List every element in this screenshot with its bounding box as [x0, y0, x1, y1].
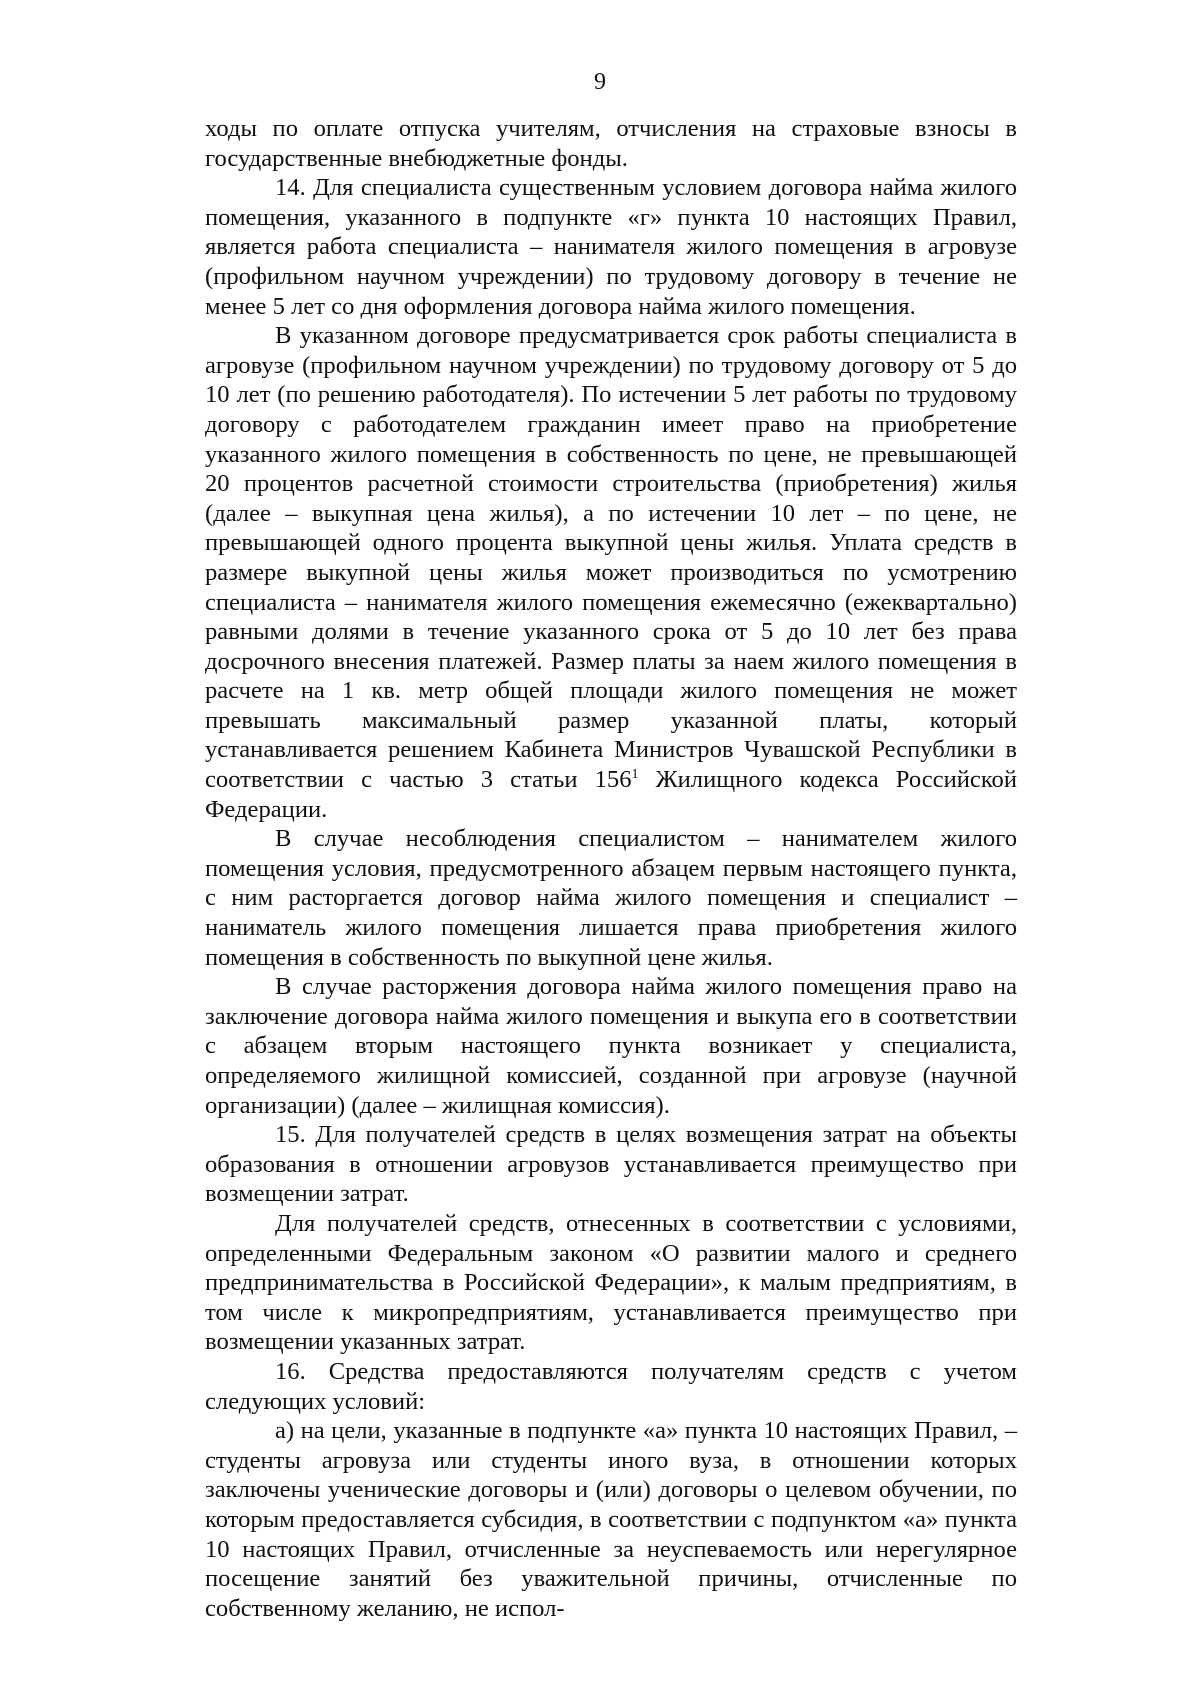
- paragraph-item-14: 14. Для специалиста существенным условием договора найма жилого помещения, указанного в подпункте «г» пункта 10 настоящих Правил, является работа специалиста – нанимателя жилого помещения в агровузе (профильном научном учреждении) по трудовому договору в течение не менее 5 лет со дня оформления договора найма жилого помещения.: [205, 174, 1017, 320]
- page-number: 9: [594, 69, 606, 95]
- paragraph-subitem-a: а) на цели, указанные в подпункте «а» пункта 10 настоящих Правил, – студенты агровуза или студенты иного вуза, в отношении которых заключены ученические договоры и (или) договоры о целевом обучении, по которым предоставляется субсидия, в соответствии с подпунктом «а» пункта 10 настоящих Правил, отчисленные за неуспеваемость или нерегулярное посещение занятий без уважительной причины, отчисленные по собственному желанию, не испол-: [205, 1417, 1017, 1622]
- paragraph-small-business: Для получателей средств, отнесенных в соответствии с условиями, определенными Федеральным законом «О развитии малого и среднего предпринимательства в Российской Федерации», к малым предприятиям, в том числе к микропредприятиям, устанавливается преимущество при возмещении указанных затрат.: [205, 1209, 1017, 1356]
- paragraph-contract-terms-tail: Жилищного кодекса Российской Федерации.: [205, 766, 1017, 823]
- paragraph-continuation: ходы по оплате отпуска учителям, отчисления на страховые взносы в государственные внебюджетные фонды.: [205, 115, 1017, 172]
- paragraph-noncompliance: В случае несоблюдения специалистом – нанимателем жилого помещения условия, предусмотренного абзацем первым настоящего пункта, с ним расторгается договор найма жилого помещения и специалист – наниматель жилого помещения лишается права приобретения жилого помещения в собственность по выкупной цене жилья.: [205, 825, 1017, 971]
- paragraph-termination: В случае расторжения договора найма жилого помещения право на заключение договора найма жилого помещения и выкупа его в соответствии с абзацем вторым настоящего пункта возникает у специалиста, определяемого жилищной комиссией, созданной при агровузе (научной организации) (далее – жилищная комиссия).: [205, 973, 1017, 1119]
- paragraph-item-16: 16. Средства предоставляются получателям средств с учетом следующих условий:: [205, 1357, 1017, 1415]
- paragraph-contract-terms-text: В указанном договоре предусматривается срок работы специалиста в агровузе (профильном научном учреждении) по трудовому договору от 5 до 10 лет (по решению работодателя). По истечении 5 лет работы по трудовому договору с работодателем гражданин имеет право на приобретение указанного жилого помещения в собственность по цене, не превышающей 20 процентов расчетной стоимости строительства (приобретения) жилья (далее – выкупная цена жилья), а по истечении 10 лет – по цене, не превышающей одного процента выкупной цены жилья. Уплата средств в размере выкупной цены жилья может производиться по усмотрению специалиста – нанимателя жилого помещения ежемесячно (ежеквартально) равными долями в течение указанного срока от 5 до 10 лет без права досрочного внесения платежей. Размер платы за наем жилого помещения в расчете на 1 кв. метр общей площади жилого помещения не может превышать максимальный размер указанной платы, который устанавливается решением Кабинета Министров Чувашской Республики в соответствии с частью 3 статьи 156: [205, 322, 1017, 794]
- document-body: [205, 114, 1017, 1623]
- article-superscript: 1: [631, 767, 639, 783]
- paragraph-item-15: 15. Для получателей средств в целях возмещения затрат на объекты образования в отношении агровузов устанавливается преимущество при возмещении затрат.: [205, 1121, 1017, 1208]
- paragraph-contract-terms: [205, 321, 1017, 824]
